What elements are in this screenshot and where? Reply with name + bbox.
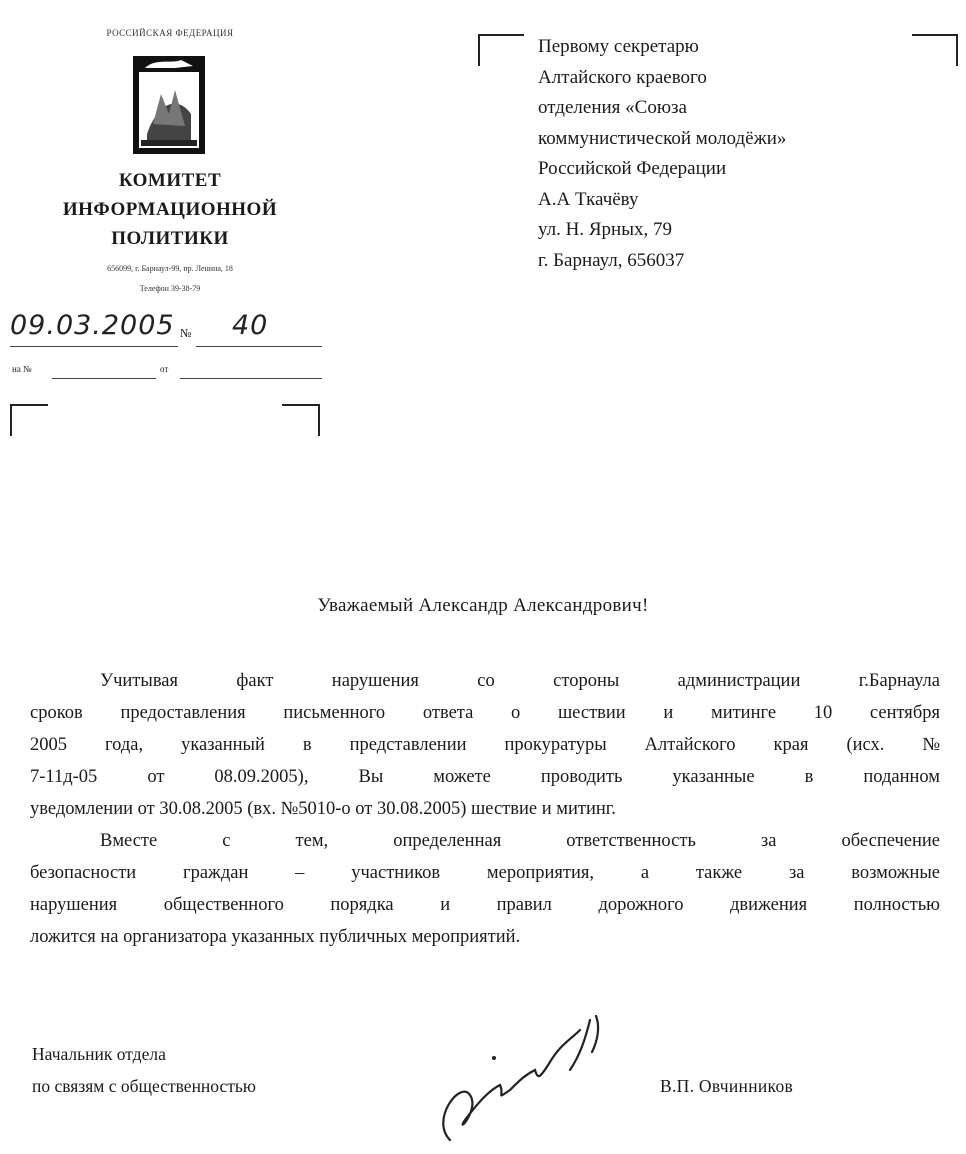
registration-number: 40 [232,310,269,341]
committee-line-1: КОМИТЕТ [118,170,222,191]
paragraph-2-line-2: безопасности граждан – участников мероприятия, а также за возможные [30,863,940,883]
paragraph-2-line-3: нарушения общественного порядка и правил дорожного движения полностью [30,895,940,915]
paragraph-1-line-4: 7-11д-05 от 08.09.2005), Вы можете проводить указанные в поданном [30,767,940,787]
reference-number-line [52,378,156,379]
paragraph-2-line-1: Вместе с тем, определенная ответственность за обеспечение [100,831,940,851]
reference-date-line [180,378,322,379]
registration-number-sign: № [180,326,192,340]
signer-title-line-1: Начальник отдела [32,1044,166,1064]
address-corner-top-right [282,404,320,436]
recipient-corner-top-left [478,34,524,66]
paragraph-1-line-5: уведомлении от 30.08.2005 (вх. №5010-о от 30.08.2005) шествие и митинг. [30,799,616,819]
salutation: Уважаемый Александр Александрович! [317,595,649,616]
signer-name: В.П. Овчинников [660,1076,794,1096]
committee-line-3: ПОЛИТИКИ [111,228,229,249]
signer-title-line-2: по связям с общественностью [32,1076,256,1096]
recipient-line-3: отделения «Союза [538,97,687,118]
recipient-address-block [538,32,918,276]
recipient-line-7: ул. Н. Ярных, 79 [538,219,672,240]
recipient-line-4: коммунистической молодёжи» [538,127,787,149]
registration-number-line [196,346,322,347]
reference-number-label: на № [12,364,32,374]
recipient-line-8: г. Барнаул, 656037 [538,249,685,271]
paragraph-1-line-3: 2005 года, указанный в представлении прокуратуры Алтайского края (исх. № [30,735,940,755]
paragraph-1-line-2: сроков предоставления письменного ответа о шествии и митинге 10 сентября [30,703,940,723]
registration-date-line [10,346,178,347]
reference-date-label: от [160,364,169,374]
registration-date: 09.03.2005 [10,310,175,341]
committee-name [20,166,320,253]
paragraph-2-line-4: ложится на организатора указанных публичных мероприятий. [30,927,521,947]
recipient-line-1: Первому секретарю [538,36,699,57]
recipient-line-2: Алтайского краевого [538,66,707,88]
recipient-corner-top-right [912,34,958,66]
committee-address: 656099, г. Барнаул-99, пр. Ленина, 18 [107,264,233,273]
paragraph-1-line-1: Учитывая факт нарушения со стороны администрации г.Барнаула [100,671,940,691]
committee-phone: Телефон 39-38-79 [139,284,201,293]
recipient-line-5: Российской Федерации [538,158,727,179]
recipient-line-6: А.А Ткачёву [538,188,639,210]
committee-line-2: ИНФОРМАЦИОННОЙ [62,199,278,220]
address-corner-top-left [10,404,48,436]
handwritten-signature [420,1000,620,1150]
coat-of-arms-emblem [131,54,207,156]
country-name: РОССИЙСКАЯ ФЕДЕРАЦИЯ [106,28,234,38]
